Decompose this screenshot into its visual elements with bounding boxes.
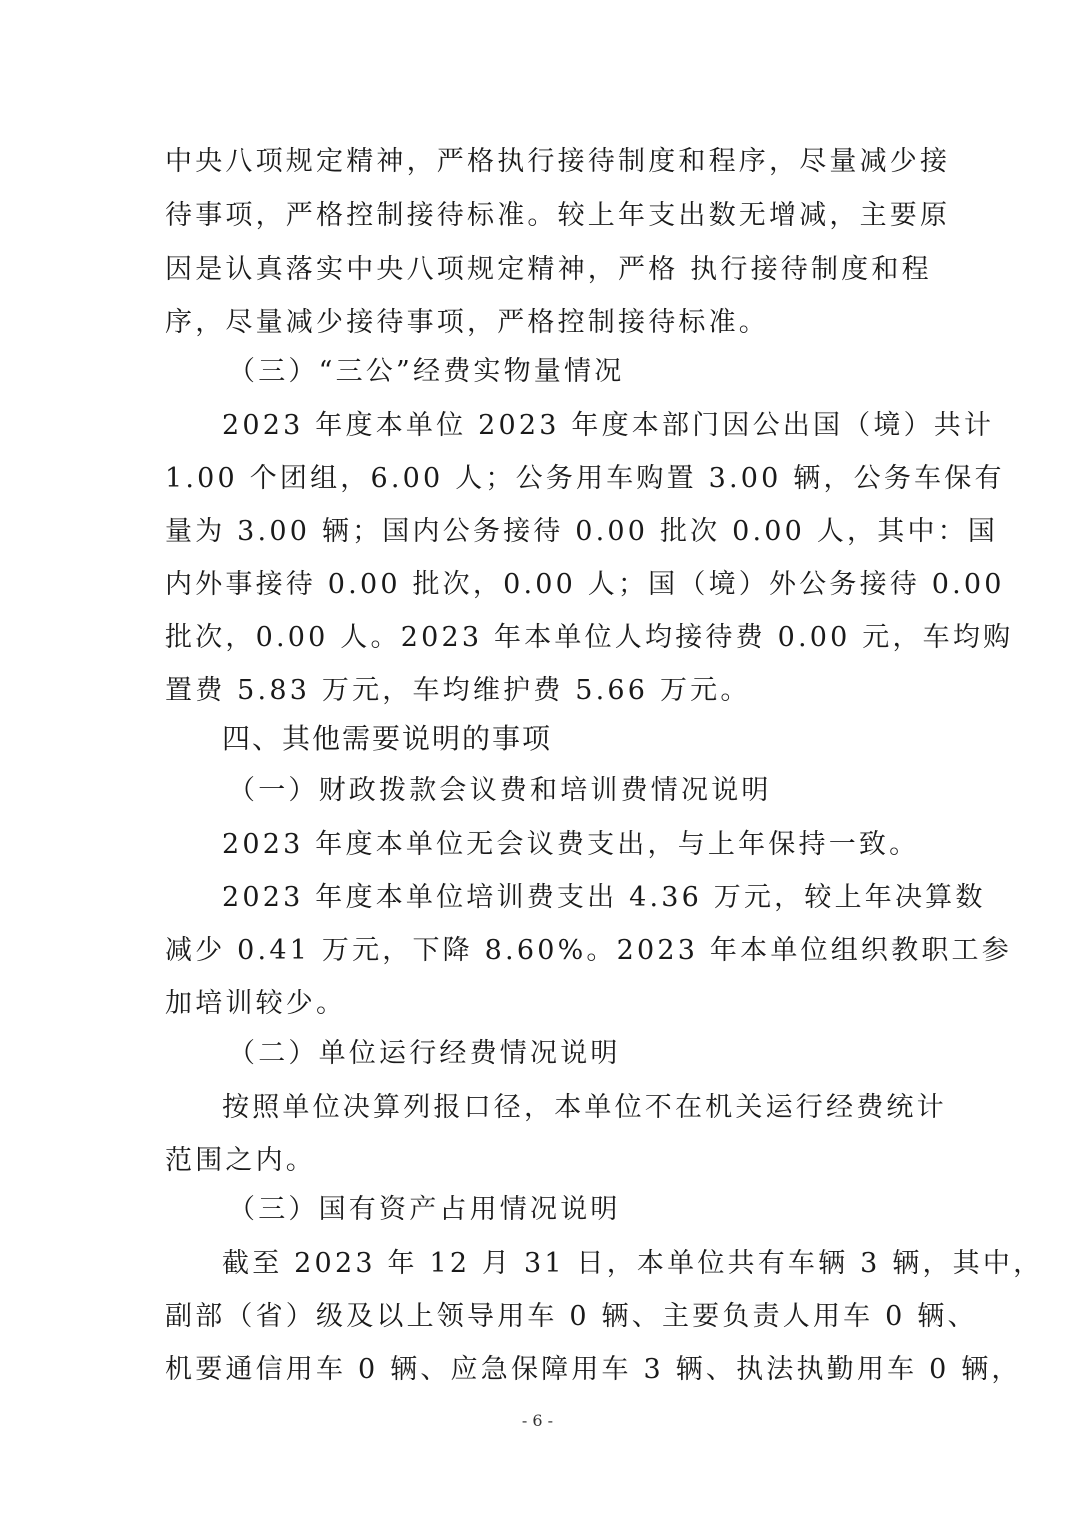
text-line: 加培训较少。 xyxy=(165,988,347,1019)
text-line: 待事项，严格控制接待标准。较上年支出数无增减，主要原 xyxy=(165,200,951,231)
text-line: 减少 0.41 万元，下降 8.60%。2023 年本单位组织教职工参 xyxy=(165,935,1012,966)
section-heading: 四、其他需要说明的事项 xyxy=(222,722,553,755)
text-line: 机要通信用车 0 辆、应急保障用车 3 辆、执法执勤用车 0 辆， xyxy=(165,1354,1022,1385)
text-line: 范围之内。 xyxy=(165,1145,316,1176)
text-line: 副部（省）级及以上领导用车 0 辆、主要负责人用车 0 辆、 xyxy=(165,1301,978,1332)
text-line: 中央八项规定精神，严格执行接待制度和程序，尽量减少接 xyxy=(165,146,951,177)
text-line: 内外事接待 0.00 批次，0.00 人；国（境）外公务接待 0.00 xyxy=(165,569,1005,600)
text-line: 2023 年度本单位 2023 年度本部门因公出国（境）共计 xyxy=(222,410,995,441)
text-line: 序，尽量减少接待事项，严格控制接待标准。 xyxy=(165,307,769,338)
subsection-heading: （二）单位运行经费情况说明 xyxy=(228,1038,621,1069)
text-line: 批次，0.00 人。2023 年本单位人均接待费 0.00 元，车均购 xyxy=(165,622,1014,653)
subsection-heading: （三）国有资产占用情况说明 xyxy=(228,1194,621,1225)
text-line: 置费 5.83 万元，车均维护费 5.66 万元。 xyxy=(165,675,751,706)
page-number: - 6 - xyxy=(521,1411,554,1430)
text-line: 因是认真落实中央八项规定精神，严格 执行接待制度和程 xyxy=(165,254,932,285)
text-line: 按照单位决算列报口径，本单位不在机关运行经费统计 xyxy=(222,1092,947,1123)
text-line: 2023 年度本单位培训费支出 4.36 万元，较上年决算数 xyxy=(222,882,986,913)
subsection-heading: （三）“三公”经费实物量情况 xyxy=(228,356,625,387)
subsection-heading: （一）财政拨款会议费和培训费情况说明 xyxy=(228,775,772,806)
text-line: 1.00 个团组，6.00 人；公务用车购置 3.00 辆，公务车保有 xyxy=(165,463,1005,494)
text-line: 截至 2023 年 12 月 31 日，本单位共有车辆 3 辆，其中， xyxy=(222,1248,1044,1279)
text-line: 量为 3.00 辆；国内公务接待 0.00 批次 0.00 人，其中：国 xyxy=(165,516,999,547)
text-line: 2023 年度本单位无会议费支出，与上年保持一致。 xyxy=(222,829,920,860)
